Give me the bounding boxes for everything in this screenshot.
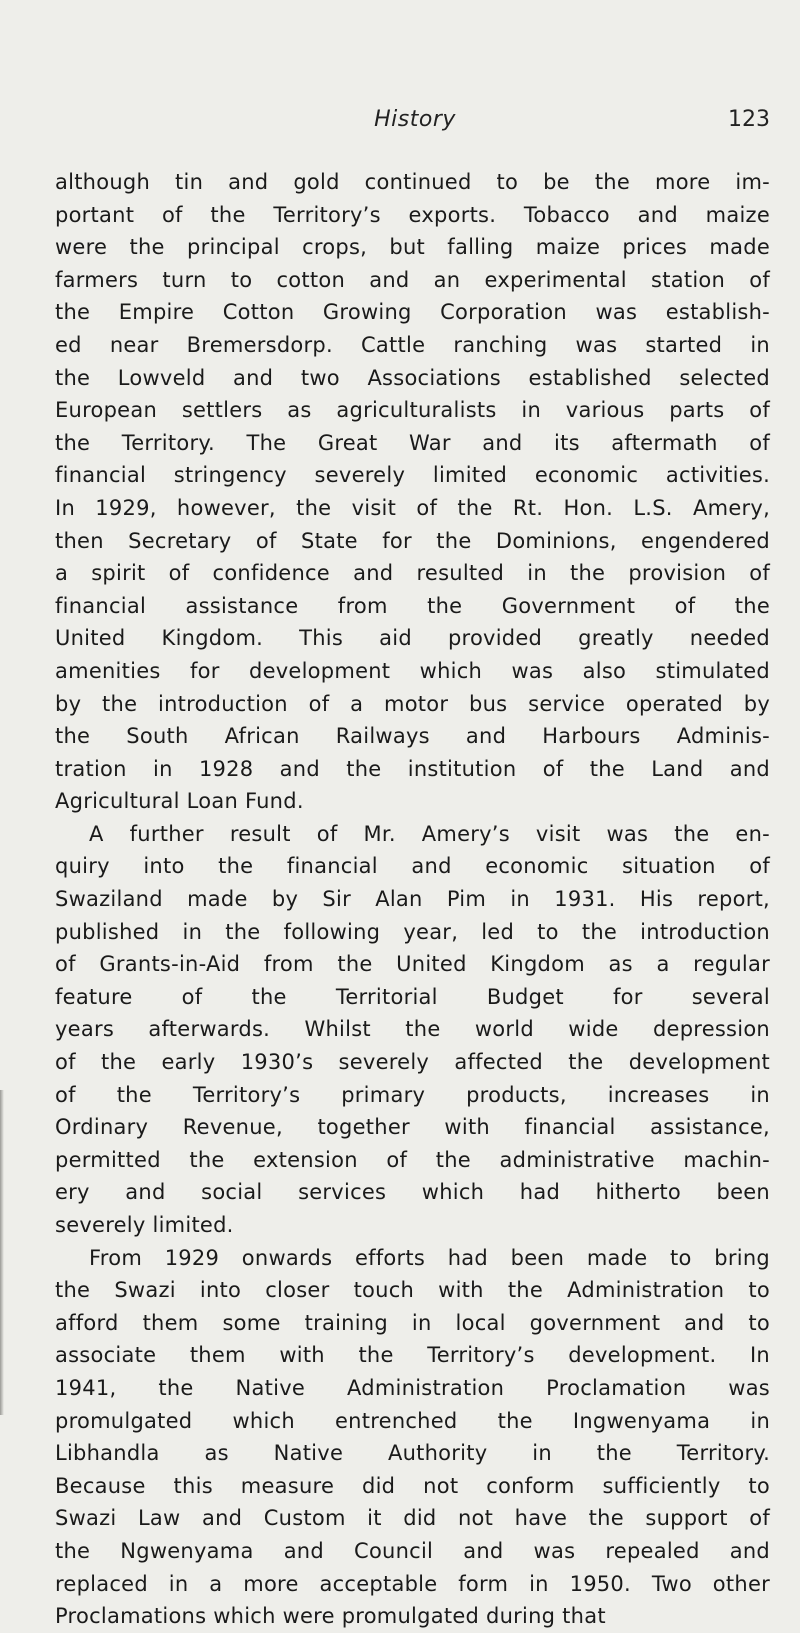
text-line: the Territory. The Great War and its aftermath of	[55, 430, 770, 455]
paragraph	[55, 166, 770, 818]
text-line: farmers turn to cotton and an experimental station of	[55, 267, 770, 292]
page-edge-shadow	[0, 1090, 4, 1415]
text-line: Because this measure did not conform sufficiently to	[55, 1473, 770, 1498]
chapter-title: History	[374, 107, 456, 132]
text-line: Swaziland made by Sir Alan Pim in 1931. His report,	[55, 887, 770, 912]
text-line: quiry into the financial and economic situation of	[55, 854, 770, 879]
page-number: 123	[728, 107, 770, 132]
text-line: feature of the Territorial Budget for several	[55, 984, 770, 1009]
text-line: of the early 1930’s severely affected the development	[55, 1050, 770, 1075]
text-line: Agricultural Loan Fund.	[55, 789, 304, 814]
text-line: amenities for development which was also stimulated	[55, 658, 770, 683]
text-line: of the Territory’s primary products, increases in	[55, 1082, 770, 1107]
text-line: the Empire Cotton Growing Corporation was establish-	[55, 300, 770, 325]
text-line: the Ngwenyama and Council and was repealed and	[55, 1538, 770, 1563]
text-line: afford them some training in local government and to	[55, 1310, 770, 1335]
text-line: years afterwards. Whilst the world wide depression	[55, 1017, 770, 1042]
text-line: the South African Railways and Harbours Adminis-	[55, 724, 770, 749]
text-line: European settlers as agriculturalists in various parts of	[55, 398, 770, 423]
text-line: permitted the extension of the administrative machin-	[55, 1147, 770, 1172]
text-line: of Grants-in-Aid from the United Kingdom as a regular	[55, 952, 770, 977]
text-line: although tin and gold continued to be the more im-	[55, 170, 770, 194]
running-head	[60, 104, 770, 136]
text-line: Proclamations which were promulgated during that	[55, 1604, 606, 1629]
paragraph	[55, 818, 770, 1242]
text-line: A further result of Mr. Amery’s visit was the en-	[89, 821, 770, 846]
text-line: Libhandla as Native Authority in the Territory.	[55, 1441, 770, 1466]
text-line: United Kingdom. This aid provided greatly needed	[55, 626, 770, 651]
text-line: promulgated which entrenched the Ingwenyama in	[55, 1408, 770, 1433]
text-line: portant of the Territory’s exports. Tobacco and maize	[55, 202, 770, 227]
text-line: published in the following year, led to the introduction	[55, 919, 770, 944]
text-line: Ordinary Revenue, together with financial assistance,	[55, 1115, 770, 1140]
text-line: then Secretary of State for the Dominions, engendered	[55, 528, 770, 553]
text-line: associate them with the Territory’s development. In	[55, 1343, 770, 1368]
text-line: were the principal crops, but falling maize prices made	[55, 235, 770, 260]
text-line: 1941, the Native Administration Proclamation was	[55, 1375, 770, 1400]
text-line: the Swazi into closer touch with the Administration to	[55, 1278, 770, 1303]
text-line: replaced in a more acceptable form in 1950. Two other	[55, 1571, 770, 1596]
text-line: tration in 1928 and the institution of the Land and	[55, 756, 770, 781]
paragraph	[55, 1242, 770, 1633]
text-line: ed near Bremersdorp. Cattle ranching was started in	[55, 332, 770, 357]
text-line: a spirit of confidence and resulted in the provision of	[55, 561, 770, 586]
body-text	[55, 166, 770, 1633]
text-line: Swazi Law and Custom it did not have the support of	[55, 1506, 770, 1531]
text-line: financial stringency severely limited economic activities.	[55, 463, 770, 488]
text-line: From 1929 onwards efforts had been made to bring	[89, 1245, 770, 1270]
text-line: by the introduction of a motor bus service operated by	[55, 691, 770, 716]
text-line: the Lowveld and two Associations established selected	[55, 365, 770, 390]
text-line: financial assistance from the Government of the	[55, 593, 770, 618]
text-line: ery and social services which had hitherto been	[55, 1180, 770, 1205]
text-line: In 1929, however, the visit of the Rt. Hon. L.S. Amery,	[55, 495, 770, 520]
text-line: severely limited.	[55, 1213, 234, 1237]
